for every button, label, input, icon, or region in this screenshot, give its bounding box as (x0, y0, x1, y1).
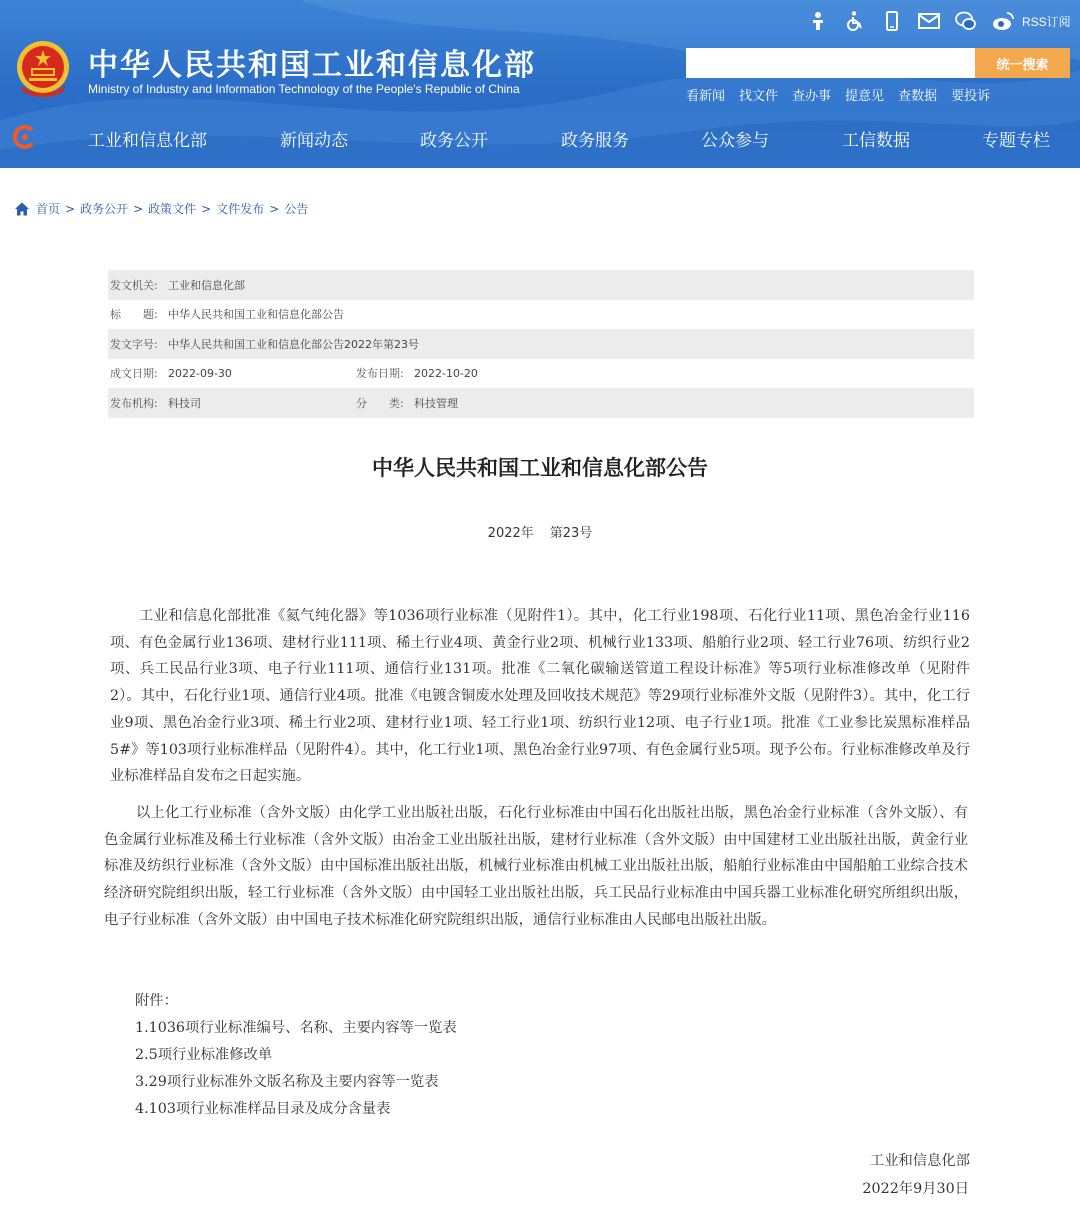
rss-link[interactable]: RSS订阅 (1022, 14, 1071, 29)
meta-title: 中华人民共和国工业和信息化部公告 (168, 308, 344, 322)
meta-org-cell (108, 395, 354, 411)
quick-link-services[interactable]: 查办事 (792, 89, 832, 104)
nav-item-public-participation[interactable]: 公众参与 (701, 131, 769, 151)
document-issue-number: 第23号 (549, 526, 593, 541)
meta-doc-number: 中华人民共和国工业和信息化部公告2022年第23号 (168, 337, 419, 351)
weibo-icon[interactable] (991, 9, 1015, 33)
nav-logo-icon[interactable] (12, 124, 38, 150)
meta-label: 发布日期: (356, 367, 404, 381)
mobile-icon[interactable] (880, 9, 904, 33)
meta-published-date: 2022-10-20 (414, 366, 478, 380)
meta-category: 科技管理 (414, 396, 458, 410)
signature-date: 2022年9月30日 (862, 1181, 969, 1197)
meta-row-issuer (108, 270, 974, 300)
document-paragraph-1: 工业和信息化部批准《氦气纯化器》等1036项行业标准（见附件1）。其中，化工行业198项、石化行业11项、黑色冶金行业116项、有色金属行业136项、建材行业111项、稀土行业4项、黄金行业2项、机械行业133项、船舶行业2项、轻工行业76项、纺织行业2项、兵工民品行业3项、电子行业111项、通信行业131项。批准《二氧化碳输送管道工程设计标准》等5项行业标准修改单（见附件2）。其中，石化行业1项、通信行业4项。批准《电镀含铜废水处理及回收技术规范》等29项行业标准外文版（见附件3）。其中，化工行业9项、黑色冶金行业3项、稀土行业2项、建材行业1项、轻工行业1项、纺织行业12项、电子行业1项。批准《工业参比炭黑标准样品 5#》等103项行业标准样品（见附件4）。其中，化工行业1项、黑色冶金行业97项、有色金属行业5项。现予公布。行业标准修改单及行业标准样品自发布之日起实施。 (110, 608, 970, 785)
breadcrumb-separator: > (133, 201, 144, 216)
breadcrumb (14, 200, 308, 217)
meta-issuer: 工业和信息化部 (168, 278, 245, 292)
meta-created-cell (108, 365, 354, 381)
breadcrumb-announcement[interactable]: 公告 (284, 202, 309, 216)
nav-item-gov-affairs[interactable]: 政务公开 (420, 131, 488, 151)
nav-item-ministry[interactable]: 工业和信息化部 (88, 131, 207, 151)
breadcrumb-home[interactable]: 首页 (36, 202, 61, 216)
meta-row-doc-number (108, 329, 974, 359)
attachment-link-2[interactable]: 2.5项行业标准修改单 (135, 1047, 273, 1063)
wechat-icon[interactable] (954, 9, 978, 33)
meta-created-date: 2022-09-30 (168, 366, 232, 380)
breadcrumb-policy-files[interactable]: 政策文件 (148, 202, 197, 216)
wheelchair-icon[interactable] (843, 9, 867, 33)
meta-row-title (108, 300, 974, 330)
document-title: 中华人民共和国工业和信息化部公告 (372, 456, 708, 480)
quick-links (686, 85, 1004, 104)
nav-item-gov-services[interactable]: 政务服务 (561, 131, 629, 151)
main-nav (0, 118, 1080, 156)
site-header (0, 0, 1080, 168)
nav-item-data[interactable]: 工信数据 (842, 131, 910, 151)
attachment-link-3[interactable]: 3.29项行业标准外文版名称及主要内容等一览表 (135, 1074, 439, 1090)
quick-link-data[interactable]: 查数据 (898, 89, 938, 104)
meta-row-dates (108, 359, 974, 389)
breadcrumb-separator: > (269, 201, 280, 216)
nav-item-special-topics[interactable]: 专题专栏 (982, 131, 1050, 151)
quick-link-complaint[interactable]: 要投诉 (951, 89, 991, 104)
breadcrumb-file-release[interactable]: 文件发布 (216, 202, 265, 216)
meta-org: 科技司 (168, 396, 201, 410)
document-meta-table (108, 270, 974, 418)
meta-published-cell (354, 365, 478, 381)
nav-item-news[interactable]: 新闻动态 (280, 131, 348, 151)
meta-label: 标 题: (110, 308, 158, 322)
meta-category-cell (354, 395, 458, 411)
accessibility-elder-icon[interactable] (806, 9, 830, 33)
search-input[interactable] (686, 48, 976, 78)
quick-link-feedback[interactable]: 提意见 (845, 89, 885, 104)
utility-toolbar (806, 8, 1071, 34)
meta-label: 发文机关: (110, 278, 158, 292)
meta-label: 成文日期: (110, 367, 158, 381)
meta-label: 发文字号: (110, 337, 158, 351)
breadcrumb-separator: > (201, 201, 212, 216)
breadcrumb-gov-affairs[interactable]: 政务公开 (80, 202, 129, 216)
document-number (0, 522, 1080, 541)
site-subtitle: Ministry of Industry and Information Technology of the People's Republic of China (88, 82, 520, 96)
breadcrumb-separator: > (65, 201, 76, 216)
home-icon[interactable] (14, 201, 30, 217)
meta-label: 发布机构: (110, 396, 158, 410)
quick-link-files[interactable]: 找文件 (739, 89, 779, 104)
site-title[interactable]: 中华人民共和国工业和信息化部 (88, 48, 536, 83)
quick-link-news[interactable]: 看新闻 (686, 89, 726, 104)
signature-organization: 工业和信息化部 (869, 1153, 970, 1169)
mail-icon[interactable] (917, 9, 941, 33)
meta-label: 分 类: (356, 396, 404, 410)
attachment-link-4[interactable]: 4.103项行业标准样品目录及成分含量表 (135, 1101, 391, 1117)
attachments-label: 附件： (135, 993, 178, 1009)
attachments-list (135, 988, 457, 1123)
national-emblem-icon (13, 38, 73, 100)
attachment-link-1[interactable]: 1.1036项行业标准编号、名称、主要内容等一览表 (135, 1020, 457, 1036)
document-paragraph-2: 以上化工行业标准（含外文版）由化学工业出版社出版，石化行业标准由中国石化出版社出版，黑色冶金行业标准（含外文版）、有色金属行业标准及稀土行业标准（含外文版）由冶金工业出版社出版，建材行业标准（含外文版）由中国建材工业出版社出版，黄金行业标准及纺织行业标准（含外文版）由中国标准出版社出版，机械行业标准由机械工业出版社出版，船舶行业标准由中国船舶工业综合技术经济研究院组织出版，轻工行业标准（含外文版）由中国轻工业出版社出版，兵工民品行业标准由中国兵器工业标准化研究所组织出版，电子行业标准（含外文版）由中国电子技术标准化研究院组织出版，通信行业标准由人民邮电出版社出版。 (104, 805, 968, 928)
search-button[interactable]: 统一搜索 (975, 48, 1070, 78)
meta-row-org (108, 388, 974, 418)
document-year: 2022年 (487, 526, 534, 541)
